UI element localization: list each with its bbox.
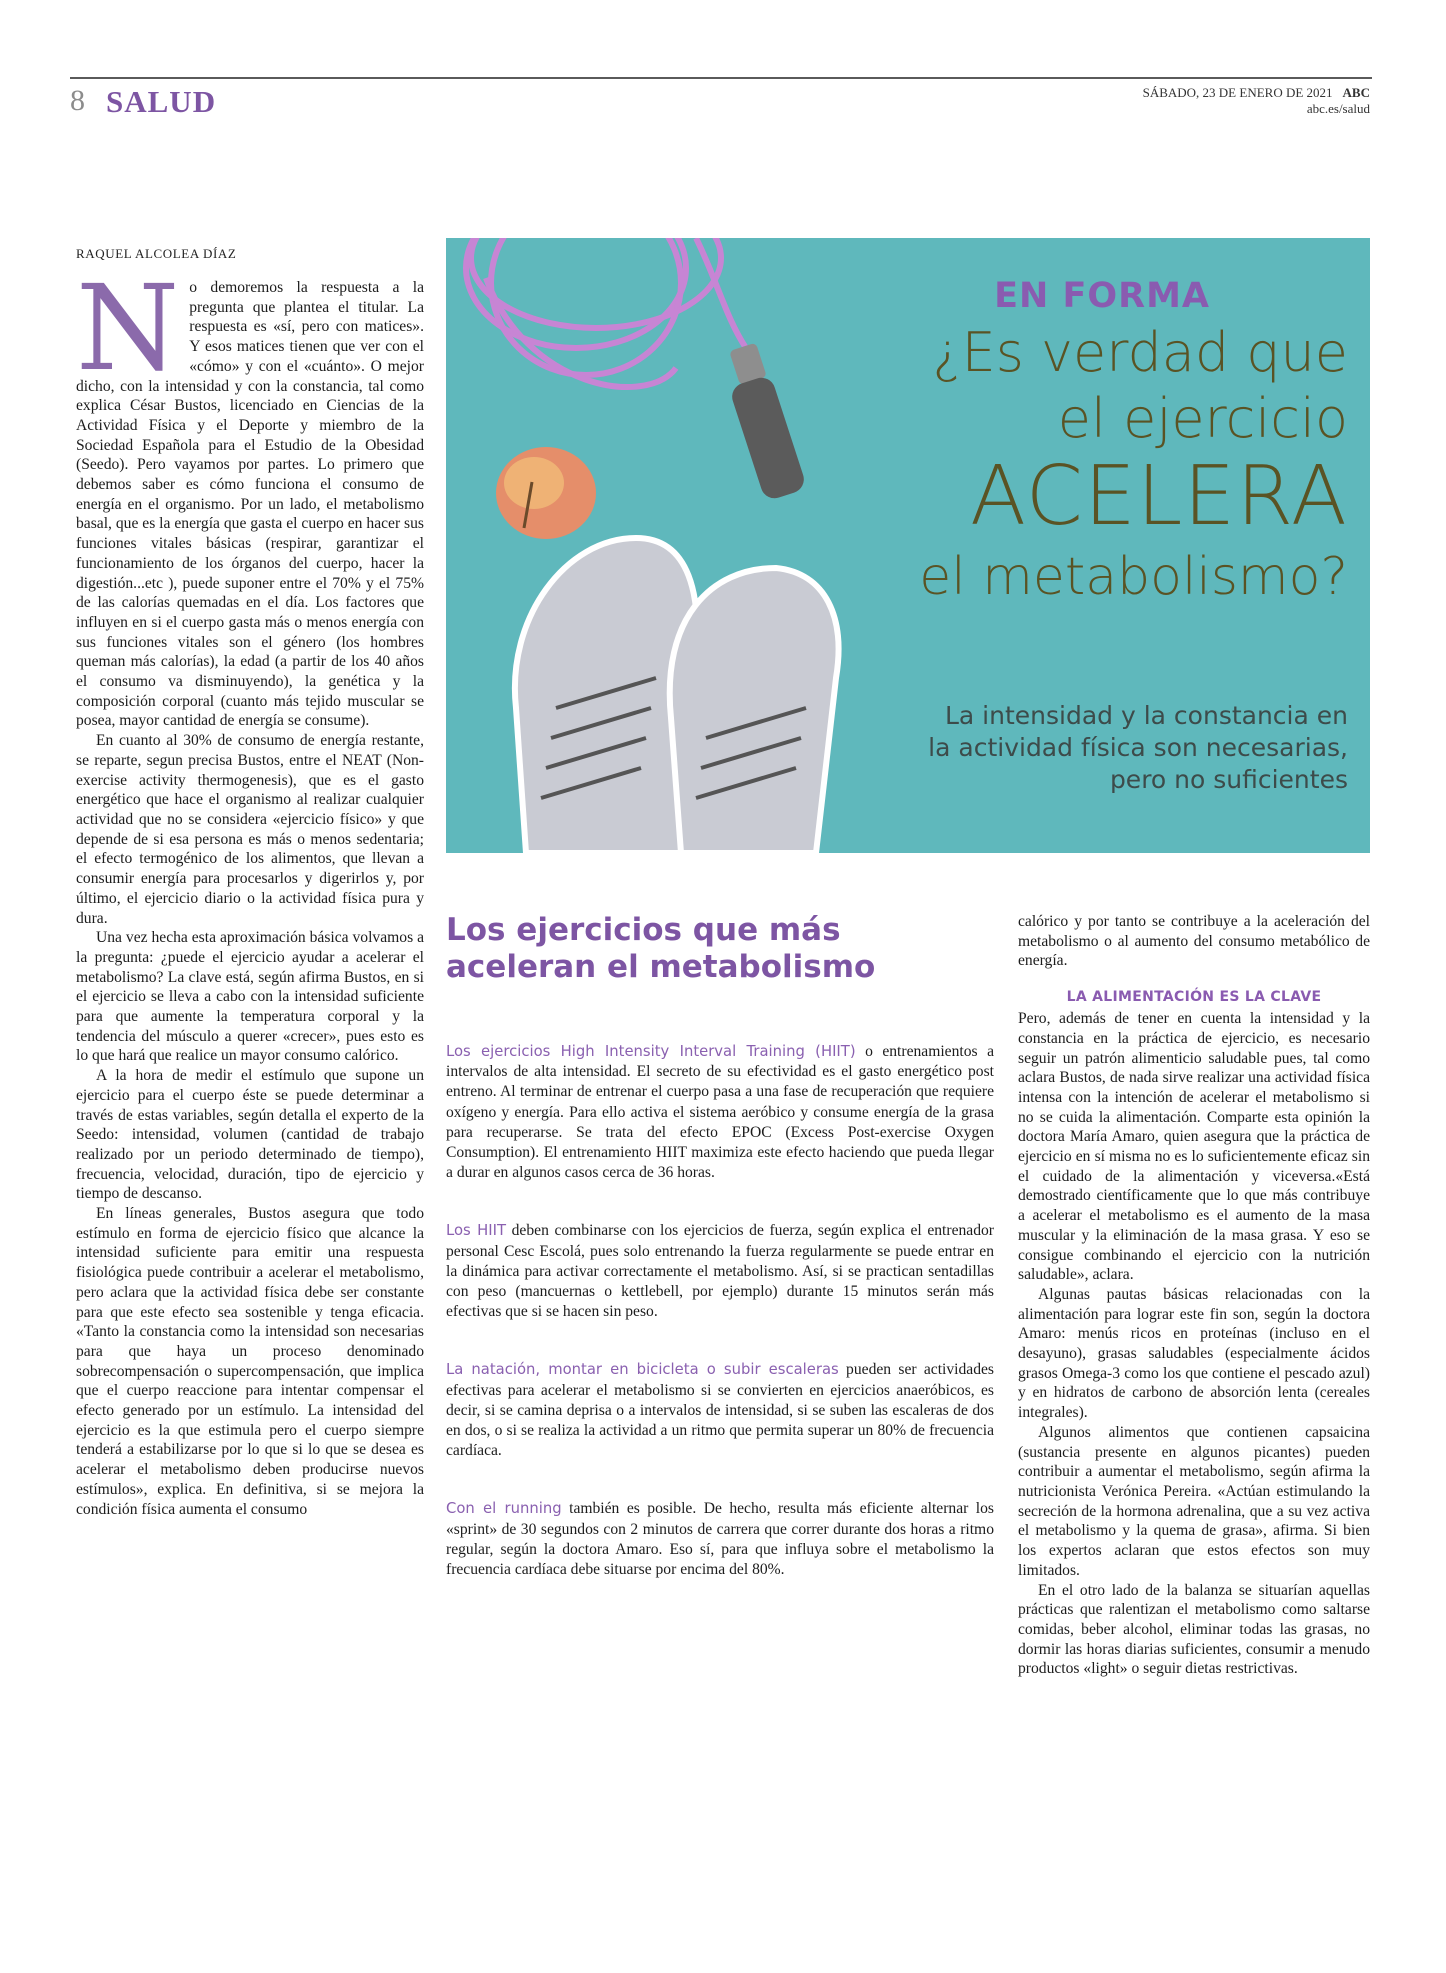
hero-headline — [748, 320, 1348, 612]
headline-line: ACELERA — [970, 449, 1348, 544]
section-url[interactable]: abc.es/salud — [1306, 101, 1370, 116]
page-number: 8 — [70, 84, 85, 117]
paragraph: En cuanto al 30% de consumo de energía restante, se reparte, segun precisa Bustos, entre el NEAT (Non-exercise activity thermogenesis), que es el gasto energético que hace el organismo al realizar cualquier actividad que no se considera «ejercicio físico» y que depende de si esa persona es más o menos sedentaria; el efecto termogénico de los alimentos, que llevan a consumir energía para procesarlos y digerirlos y, por último, el ejercicio diario o la actividad física pura y dura. — [76, 732, 424, 927]
subsection-heading: LA ALIMENTACIÓN ES LA CLAVE — [1066, 989, 1322, 1006]
column-continuation — [1018, 912, 1370, 971]
article-column-1 — [76, 278, 424, 1938]
headline-line: ¿Es verdad que — [932, 321, 1348, 384]
paragraph: Algunos alimentos que contienen capsaicina (sustancia presente en algunos picantes) pueden contribuir a aumentar el metabolismo, según afirma la nutricionista Verónica Pereira. «Actúan estimulando la secreción de la hormona adrenalina, que a su vez activa el metabolismo y la quema de grasa», afirma. Si bien los expertos aclaran que estos efectos son muy limitados. — [1018, 1423, 1370, 1579]
header-rule — [70, 77, 1372, 79]
paragraph: En líneas generales, Bustos asegura que todo estímulo en forma de ejercicio físico que alcance la intensidad suficiente para emitir una respuesta fisiológica puede contribuir a acelerar el metabolismo, pero aclara que la actividad física debe ser constante para que este efecto sea sostenible y tenga eficacia. «Tanto la constancia como la intensidad son necesarias para que haya un proceso denominado sobrecompensación o supercompensación, que implica que el cuerpo reaccione para intentar compensar el efecto generado por un estímulo. La intensidad del ejercicio es la que estimula pero el cuerpo siempre tenderá a estabilizarse por lo que si lo que se desea es acelerar el metabolismo deben producirse nuevos estímulos», explica. En definitiva, si se mejora la condición física aumenta el consumo — [76, 1205, 424, 1518]
section-title: SALUD — [106, 84, 217, 119]
apple-icon — [496, 447, 596, 539]
item-lead: Con el running — [446, 1500, 562, 1518]
hero-kicker: EN FORMA — [994, 276, 1210, 316]
hero-subhead: La intensidad y la constancia en la actividad física son necesarias, pero no suficientes — [928, 701, 1348, 794]
article-column-3 — [1018, 912, 1370, 1679]
sidebar-title: Los ejercicios que más aceleran el metabolismo — [446, 912, 876, 985]
paragraph: En el otro lado de la balanza se situarían aquellas prácticas que ralentizan el metabolismo como saltarse comidas, beber alcohol, eliminar todas las grasas, no dormir las horas diarias suficientes, consumir a menudo productos «light» o seguir dietas restrictivas. — [1018, 1581, 1370, 1678]
hero-banner — [446, 238, 1370, 853]
item-text: deben combinarse con los ejercicios de fuerza, según explica el entrenador personal Cesc Escolá, pues solo entrenando la fuerza regularmente se puede entrar en la dinámica para activar correctamente el metabolismo. Así, si se practican sentadillas con peso (mancuernas o kettlebell, por ejemplo) durante 15 minutos serán más efectivas que si se hacen sin peso. — [446, 1222, 995, 1321]
paragraph — [76, 278, 424, 731]
sidebar-box — [446, 912, 994, 1618]
item-lead: La natación, montar en bicicleta o subir escaleras — [446, 1361, 839, 1379]
brand-name: ABC — [1342, 85, 1370, 100]
headline-line: el metabolismo? — [919, 547, 1348, 607]
item-text: pueden ser actividades efectivas para acelerar el metabolismo si se convierten en ejercicios anaeróbicos, es decir, si se camina deprisa o a intervalos de intensidad, si se suben las escaleras de dos en dos, o si se realiza la actividad a un ritmo que permita superar un 80% de frecuencia cardíaca. — [446, 1361, 994, 1460]
paragraph: A la hora de medir el estímulo que supone un ejercicio para el cuerpo éste se puede determinar a través de estas variables, según detalla el experto de la Seedo: intensidad, volumen (cantidad de trabajo realizado por un periodo determinado de tiempo), frecuencia, velocidad, duración, tipo de ejercicio y tiempo de descanso. — [76, 1067, 424, 1203]
item-lead: Los HIIT — [446, 1222, 507, 1240]
paragraph: Una vez hecha esta aproximación básica volvamos a la pregunta: ¿puede el ejercicio ayudar a acelerar el metabolismo? La clave está, según afirma Bustos, en si el ejercicio se lleva a cabo con la intensidad suficiente para que aumente la temperatura corporal y la tendencia del músculo a querer «crecer», pues esto es lo que hará que realice un mayor consumo calórico. — [76, 929, 424, 1065]
item-text: también es posible. De hecho, resulta más eficiente alternar los «sprint» de 30 segundos con 2 minutos de carrera que correr durante dos horas a ritmo regular, según la doctora Amaro. Eso sí, para que influya sobre el metabolismo la frecuencia cardíaca debe situarse por encima del 80%. — [446, 1500, 994, 1579]
drop-cap: N — [76, 278, 180, 397]
item-lead: Los ejercicios High Intensity Interval Training (HIIT) — [446, 1043, 856, 1060]
item-text: o entrenamientos a intervalos de alta intensidad. El secreto de su efectividad es el gasto energético post entreno. Al terminar de entrenar el cuerpo pasa a una fase de recuperación que requiere oxígeno y energía. Para ello activa el sistema aeróbico y consume energía de la grasa para recuperarse. Se trata del efecto EPOC (Excess Post-exercise Oxygen Consumption). El entrenamiento HIIT maximiza este efecto haciendo que pueda llegar a durar en algunos casos cerca de 36 horas. — [446, 1043, 994, 1182]
dateline — [1143, 85, 1370, 117]
byline: RAQUEL ALCOLEA DÍAZ — [76, 246, 237, 261]
paragraph: calórico y por tanto se contribuye a la aceleración del metabolismo o al aumento del consumo metabólico de energía. — [1018, 913, 1370, 970]
list-item — [446, 1042, 994, 1183]
issue-date: SÁBADO, 23 DE ENERO DE 2021 — [1142, 85, 1333, 100]
list-item — [446, 1221, 994, 1322]
paragraph: Pero, además de tener en cuenta la intensidad y la constancia en la práctica de ejercicio, es necesario seguir un patrón alimenticio saludable pues, tal como aclara Bustos, de nada sirve realizar una actividad física intensa con la intención de acelerar el metabolismo si no se cuida la alimentación. Comparte esta opinión la doctora María Amaro, quien asegura que la práctica de ejercicio en sí misma no es lo suficientemente eficaz sin el cuidado de la alimentación y viceversa.«Está demostrado científicamente que lo que más contribuye a acelerar el metabolismo es el aumento de la masa muscular y la eliminación de la masa grasa. Y eso se consigue combinando el ejercicio con la nutrición saludable», aclara. — [1018, 1010, 1370, 1284]
jump-rope-icon — [466, 238, 746, 387]
list-item — [446, 1360, 994, 1461]
headline-line: el ejercicio — [1057, 387, 1348, 450]
paragraph: Algunas pautas básicas relacionadas con la alimentación para lograr este fin son, según la doctora Amaro: menús ricos en proteínas (incluso en el desayuno), grasas saludables (especialmente ácidos grasos Omega-3 como los que contiene el pescado azul) y en hidratos de carbono de absorción lenta (cereales integrales). — [1018, 1285, 1370, 1422]
list-item — [446, 1499, 994, 1580]
paragraph-text: o demoremos la respuesta a la pregunta que plantea el titular. La respuesta es «sí, pero con matices». Y esos matices tienen que ver con el «cómo» y con el «cuánto». O mejor dicho, con la intensidad y con la constancia, tal como explica César Bustos, licenciado en Ciencias de la Actividad Física y el Deporte y miembro de la Sociedad Española para el Estudio de la Obesidad (Seedo). Pero vayamos por partes. Lo primero que debemos saber es cómo funciona el consumo de energía en el organismo. Por un lado, el metabolismo basal, que es la energía que gasta el cuerpo en hacer sus funciones vitales básicas (respirar, garantizar el funcionamiento de los órganos del cuerpo, hacer la digestión...etc ), puede suponer entre el 70% y el 75% de las calorías quemadas en el día. Los factores que influyen en si el cuerpo gasta más o menos energía con sus funciones vitales son el género (los hombres queman más calorías), la edad (a partir de los 40 años el consumo va disminuyendo), la genética y la composición corporal (cuanto más tejido muscular se posea, mayor cantidad de energía se consume). — [76, 279, 424, 730]
subsection-body — [1018, 1009, 1370, 1679]
